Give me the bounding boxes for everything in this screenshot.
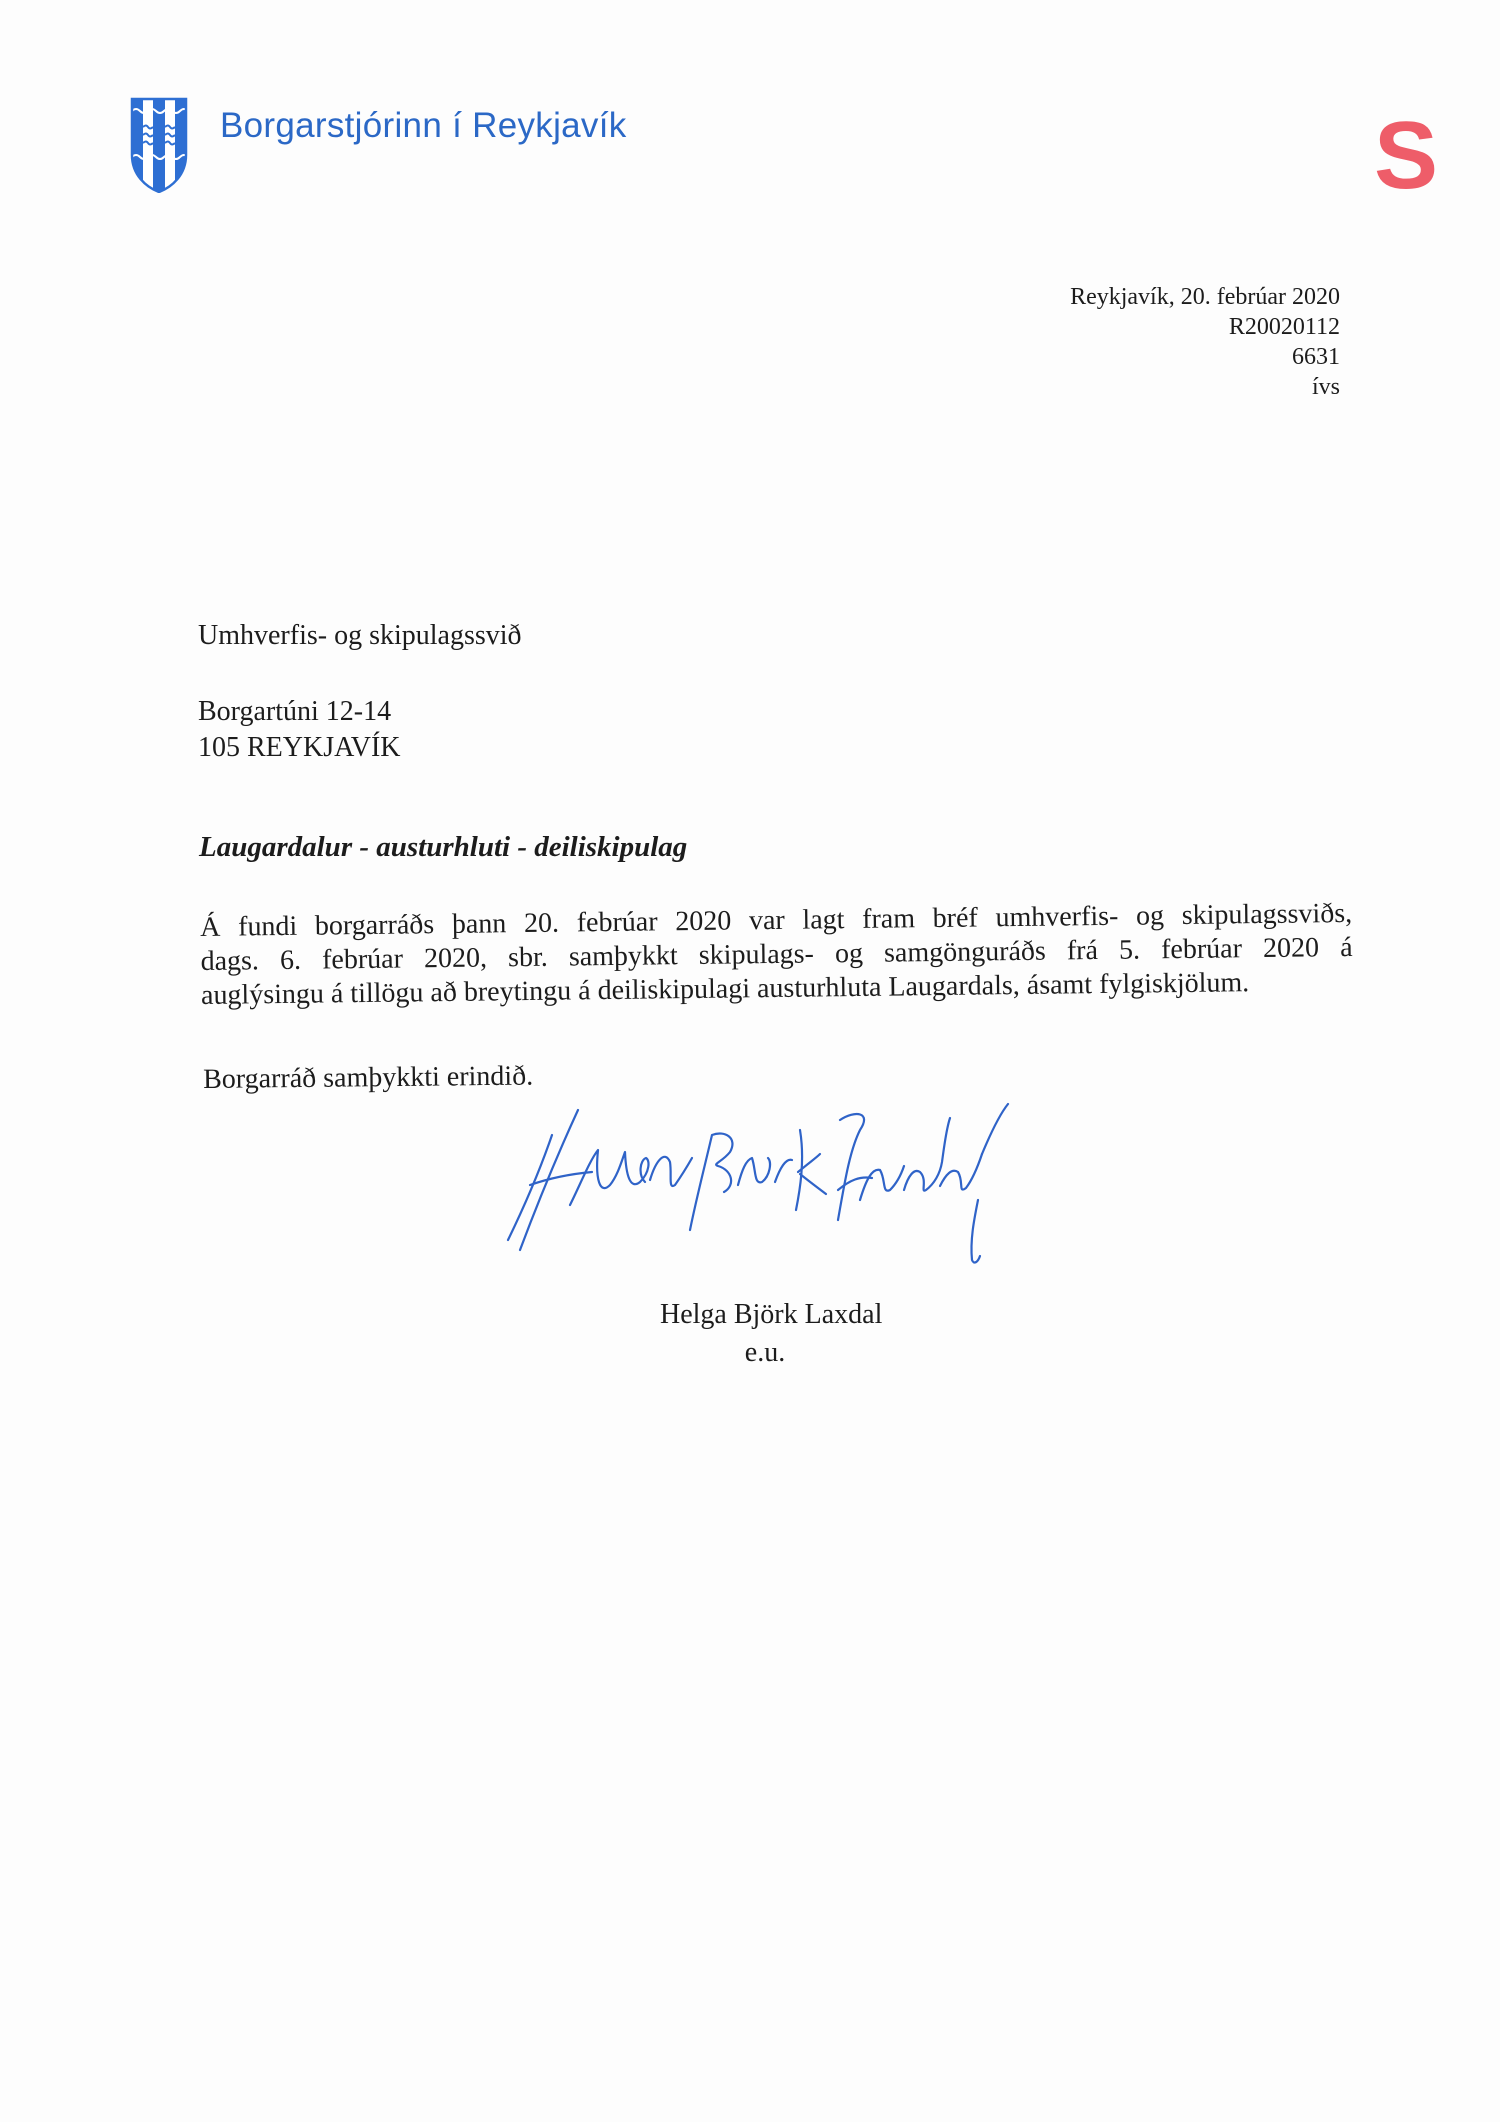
organization-name: Borgarstjórinn í Reykjavík — [220, 106, 627, 145]
signatory-title: e.u. — [744, 1337, 786, 1368]
received-stamp: S — [1374, 102, 1439, 209]
author-initials: ívs — [1311, 374, 1340, 400]
reykjavik-crest-icon — [130, 97, 188, 193]
address-city: 105 REYKJAVÍK — [198, 732, 401, 763]
approval-statement: Borgarráð samþykkti erindið. — [203, 1060, 534, 1095]
body-line: auglýsingu á tillögu að breytingu á deiliskipulagi austurhluta Laugardals, ásamt fylgiskjölum. — [200, 967, 1250, 1011]
letter-body — [200, 897, 1353, 1013]
handwritten-signature — [500, 1090, 1020, 1265]
letter-subject: Laugardalur - austurhluti - deiliskipulag — [199, 831, 688, 863]
case-number: R20020112 — [1228, 314, 1340, 340]
body-line: dags. 6. febrúar 2020, sbr. samþykkt skipulags- og samgönguráðs frá 5. febrúar 2020 á — [200, 931, 1353, 977]
signatory-block — [660, 1296, 883, 1372]
recipient-name: Umhverfis- og skipulagssvið — [198, 620, 522, 651]
address-street: Borgartúni 12-14 — [198, 696, 392, 727]
body-line: Á fundi borgarráðs þann 20. febrúar 2020 var lagt fram bréf umhverfis- og skipulagssviðs, — [200, 897, 1353, 943]
recipient-address — [198, 694, 401, 766]
signatory-name: Helga Björk Laxdal — [660, 1299, 883, 1330]
document-number: 6631 — [1292, 344, 1340, 370]
reference-block — [1070, 282, 1340, 402]
place-date: Reykjavík, 20. febrúar 2020 — [1070, 284, 1340, 310]
